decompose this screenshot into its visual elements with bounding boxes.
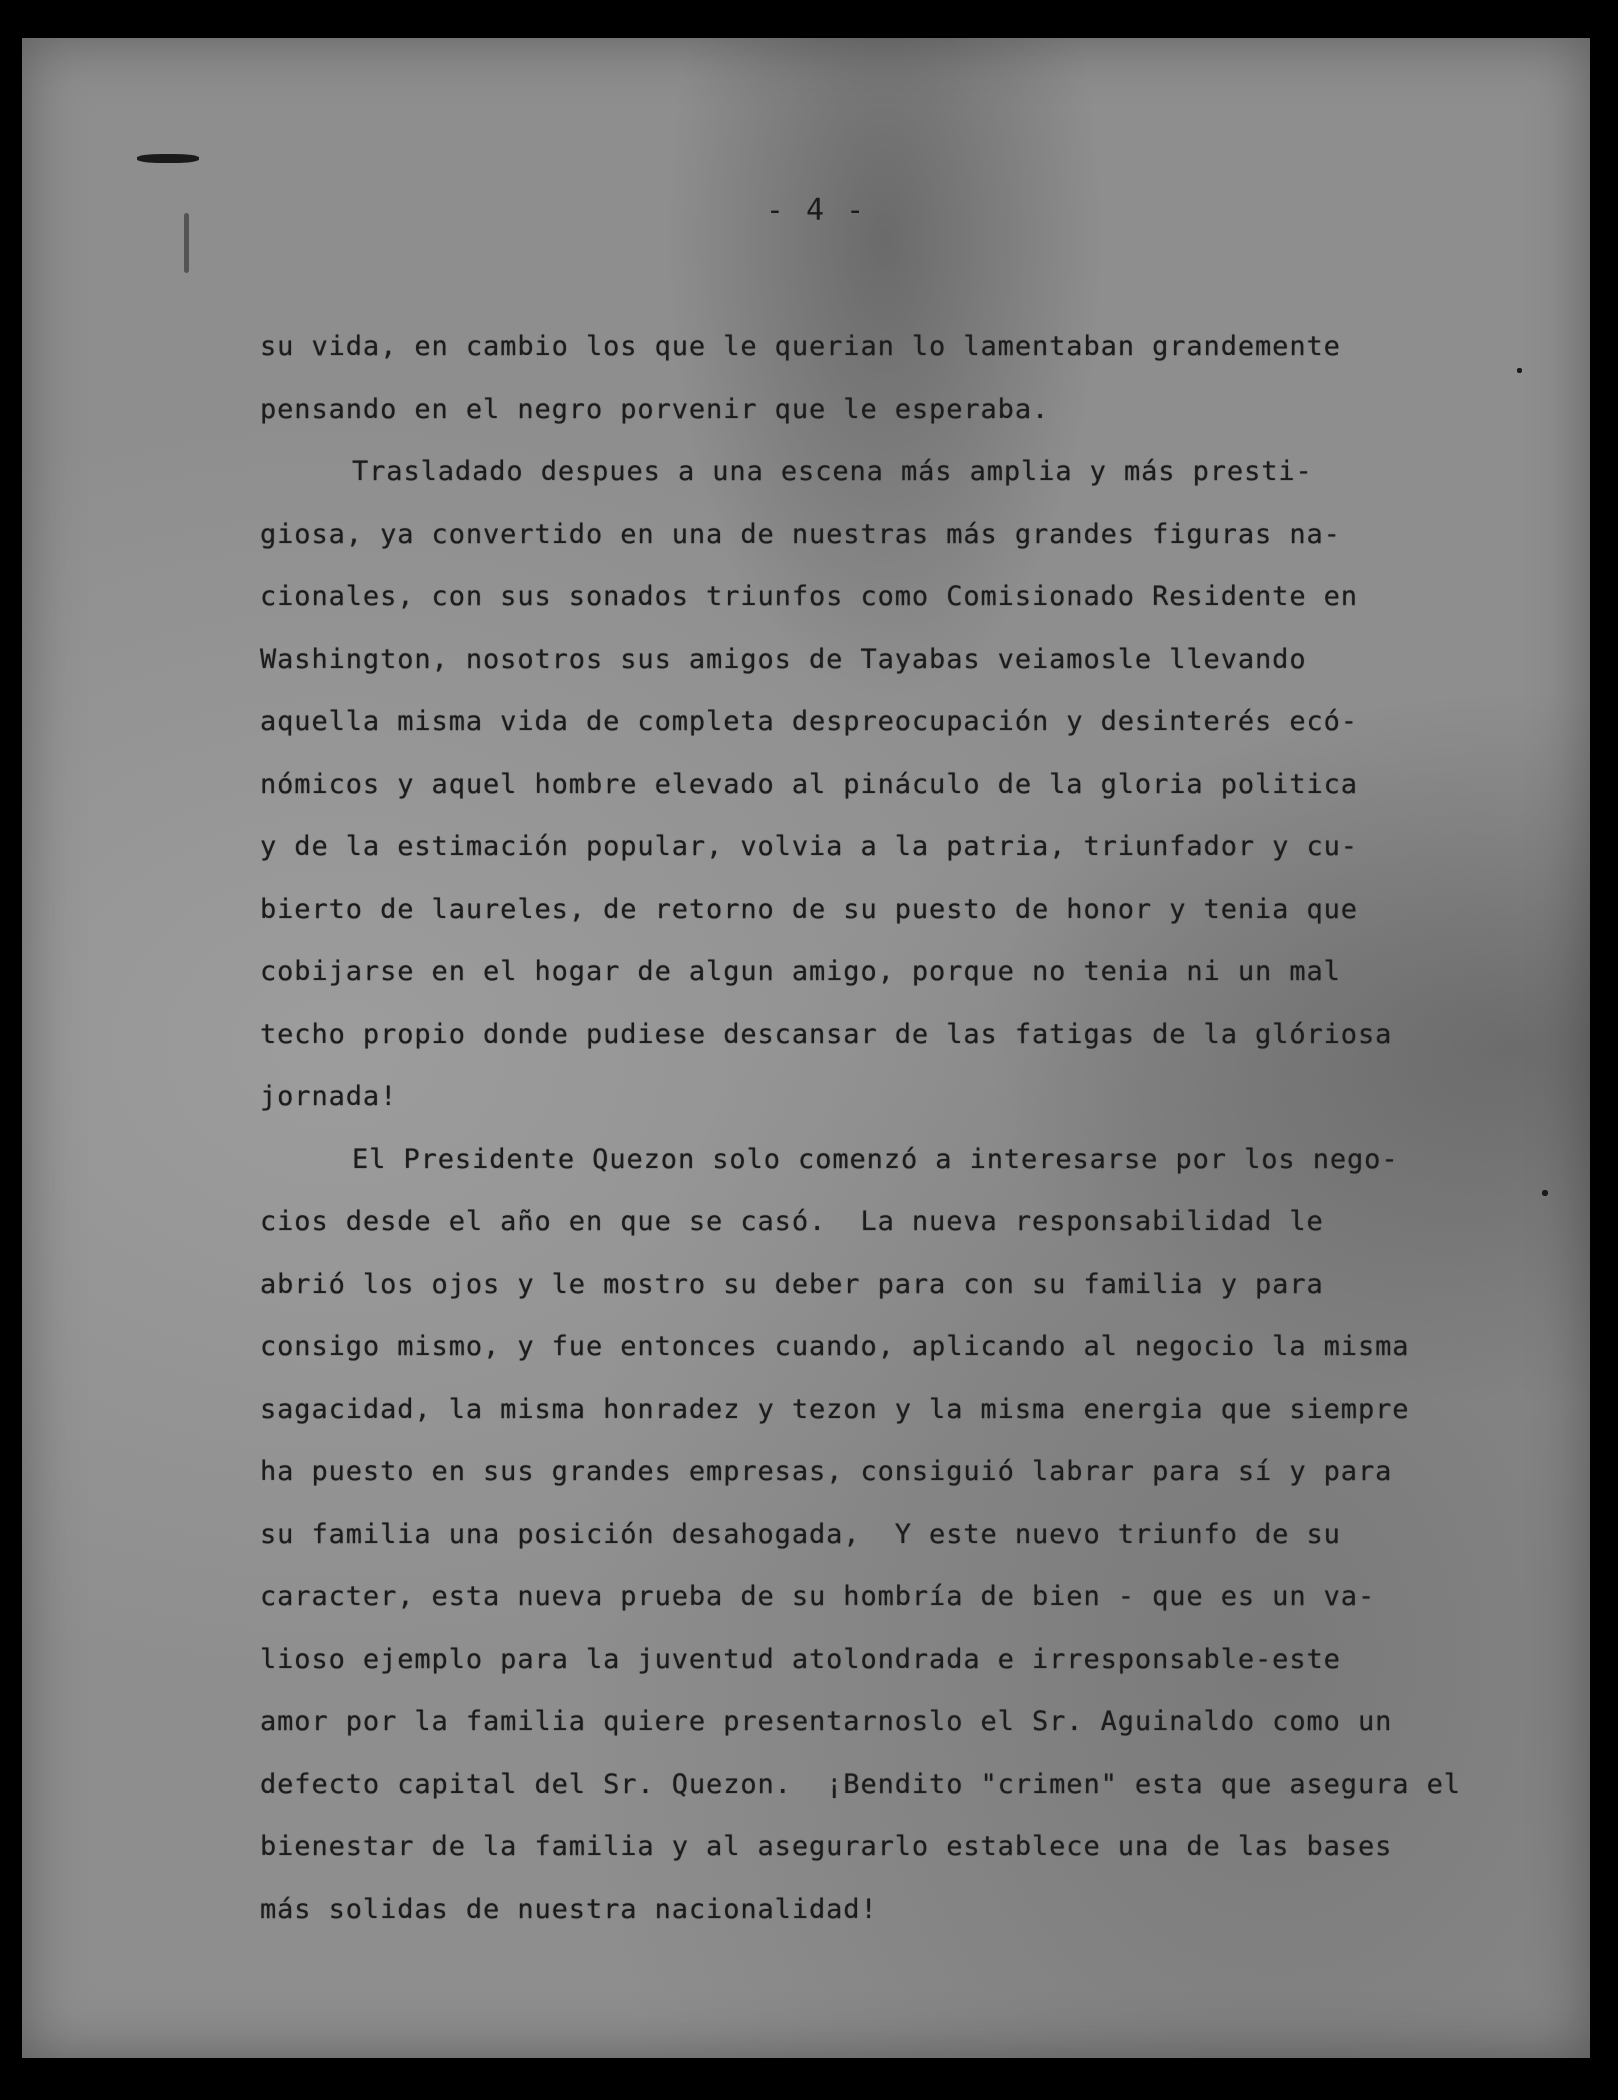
text-line: más solidas de nuestra nacionalidad!	[260, 1893, 878, 1925]
text-line: Washington, nosotros sus amigos de Tayabas veiamosle llevando	[260, 643, 1307, 675]
text-line: caracter, esta nueva prueba de su hombría de bien - que es un va-	[260, 1581, 1376, 1612]
text-line: lioso ejemplo para la juventud atolondrada e irresponsable-este	[260, 1643, 1341, 1675]
text-line: su familia una posición desahogada, Y este nuevo triunfo de su	[260, 1518, 1341, 1550]
text-line: giosa, ya convertido en una de nuestras más grandes figuras na-	[260, 518, 1341, 550]
text-line: cobijarse en el hogar de algun amigo, porque no tenia ni un mal	[260, 956, 1341, 987]
text-line: cios desde el año en que se casó. La nueva responsabilidad le	[260, 1206, 1324, 1237]
text-line: ha puesto en sus grandes empresas, consiguió labrar para sí y para	[260, 1456, 1393, 1487]
text-line: consigo mismo, y fue entonces cuando, aplicando al negocio la misma	[260, 1331, 1410, 1362]
text-line: nómicos y aquel hombre elevado al pináculo de la gloria politica	[260, 768, 1358, 800]
body-text	[260, 316, 1490, 1941]
text-line: bierto de laureles, de retorno de su puesto de honor y tenia que	[260, 893, 1358, 925]
text-line: sagacidad, la misma honradez y tezon y la misma energia que siempre	[260, 1393, 1410, 1425]
ink-blot-mark	[137, 154, 199, 163]
ink-speck-mark	[1517, 368, 1522, 373]
document-page	[22, 38, 1590, 2058]
ink-speck-mark	[1542, 1190, 1548, 1196]
text-line: cionales, con sus sonados triunfos como Comisionado Residente en	[260, 581, 1358, 612]
text-line: techo propio donde pudiese descansar de las fatigas de la glóriosa	[260, 1018, 1393, 1050]
text-line: El Presidente Quezon solo comenzó a interesarse por los nego-	[352, 1143, 1399, 1175]
text-line: jornada!	[260, 1081, 398, 1112]
text-line: bienestar de la familia y al asegurarlo establece una de las bases	[260, 1831, 1393, 1862]
text-line: amor por la familia quiere presentarnoslo el Sr. Aguinaldo como un	[260, 1706, 1393, 1737]
text-line: Trasladado despues a una escena más amplia y más presti-	[352, 456, 1313, 487]
text-line: y de la estimación popular, volvia a la patria, triunfador y cu-	[260, 831, 1358, 862]
page-number: - 4 -	[765, 193, 867, 228]
text-line: su vida, en cambio los que le querian lo lamentaban grandemente	[260, 331, 1341, 362]
text-line: abrió los ojos y le mostro su deber para con su familia y para	[260, 1268, 1324, 1300]
text-line: pensando en el negro porvenir que le esperaba.	[260, 393, 1050, 425]
text-line: aquella misma vida de completa despreocupación y desinterés ecó-	[260, 706, 1358, 737]
text-line: defecto capital del Sr. Quezon. ¡Bendito "crimen" esta que asegura el	[260, 1768, 1461, 1800]
